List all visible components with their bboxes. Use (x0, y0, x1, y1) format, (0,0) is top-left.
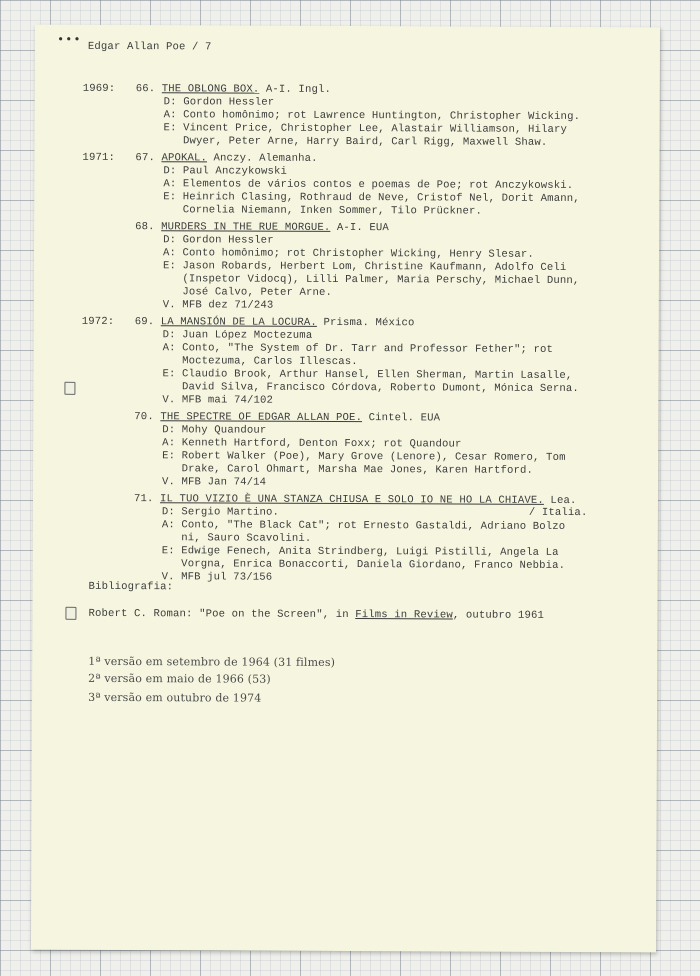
credit-line: A: Conto, "The System of Dr. Tarr and Professor Fether"; rot (162, 342, 554, 356)
page-header: Edgar Allan Poe / 7 (87, 40, 212, 54)
film-title: LA MANSIÓN DE LA LOCURA. (160, 316, 317, 329)
film-meta: Lea. (543, 494, 577, 508)
typewritten-page (31, 25, 660, 953)
film-meta: Cintel. EUA (362, 412, 441, 425)
entry-69-heading (135, 316, 415, 330)
credit-line: Drake, Carol Ohmart, Marsha Mae Jones, Karen Hartford. (162, 463, 534, 477)
credit-line: A: Conto homônimo; rot Christopher Wicking, Henry Slesar. (162, 247, 534, 261)
credit-line: A: Kenneth Hartford, Denton Foxx; rot Quandour (162, 437, 462, 451)
review-reference: V. MFB mai 74/102 (162, 394, 274, 407)
entry-number: 71. (133, 493, 154, 506)
credit-line: E: Vincent Price, Christopher Lee, Alastair Williamson, Hilary (163, 122, 568, 136)
credit-line: A: Conto homônimo; rot Lawrence Huntington, Christopher Wicking. (163, 109, 581, 124)
credit-line: David Silva, Francisco Córdova, Roberto Dumont, Mónica Serna. (162, 381, 579, 396)
film-meta: Anczy. Alemanha. (207, 152, 318, 165)
credit-line: E: Jason Robards, Herbert Lom, Christine Kaufmann, Adolfo Celi (162, 260, 567, 274)
credit-line: A: Elementos de vários contos e poemas de Poe; rot Anczykowski. (163, 178, 574, 192)
film-country: / Italia. (528, 506, 588, 520)
credit-line: Cornelia Niemann, Inken Sommer, Tilo Prückner. (163, 204, 483, 218)
credit-line: E: Heinrich Clasing, Rothraud de Neve, Cristof Nel, Dorit Amann, (163, 191, 580, 206)
credit-line: D: Sergio Martino. (161, 506, 280, 519)
version-note: 3ª versão em outubro de 1974 (88, 690, 262, 705)
margin-mark-icon (65, 607, 76, 620)
entry-number: 69. (134, 316, 155, 329)
review-reference: V. MFB dez 71/243 (162, 299, 274, 312)
bibliography-author-title: Robert C. Roman: "Poe on the Screen", in (88, 607, 356, 622)
credit-line: D: Paul Anczykowski (163, 165, 288, 178)
review-reference: V. MFB jul 73/156 (161, 571, 273, 584)
bibliography-label: Bibliografia: (88, 580, 174, 594)
credit-line: D: Gordon Hessler (163, 96, 275, 109)
year-1971: 1971: (82, 151, 116, 164)
version-note: 2ª versão em maio de 1966 (53) (88, 671, 271, 686)
bibliography-date: , outubro 1961 (452, 609, 545, 622)
film-meta: A-I. EUA (330, 221, 389, 235)
film-title: APOKAL. (161, 152, 208, 165)
bibliography-entry (88, 608, 544, 623)
bibliography-journal: Films in Review (355, 609, 453, 622)
film-title: THE SPECTRE OF EDGAR ALLAN POE. (160, 411, 363, 425)
credit-line: Vorgna, Enrica Bonaccorti, Daniela Giordano, Franco Nebbia. (161, 558, 566, 572)
ink-marks: ••• (56, 32, 82, 47)
credit-line: A: Conto, "The Black Cat"; rot Ernesto Gastaldi, Adriano Bolzo (161, 519, 566, 533)
credit-line: E: Claudio Brook, Arthur Hansel, Ellen Sherman, Martin Lasalle, (162, 368, 573, 382)
credit-line: E: Robert Walker (Poe), Mary Grove (Lenore), Cesar Romero, Tom (162, 450, 566, 464)
entry-70-heading (134, 411, 440, 425)
entry-number: 70. (134, 411, 154, 424)
film-meta: Prisma. México (316, 316, 415, 330)
entry-67-heading (135, 152, 317, 166)
credit-line: (Inspetor Vidocq), Lilli Palmer, Maria Perschy, Michael Dunn, (162, 273, 580, 288)
film-meta: A-I. Ingl. (259, 83, 332, 96)
credit-line: ni, Sauro Scavolini. (161, 532, 312, 545)
review-reference: V. MFB Jan 74/14 (161, 476, 267, 489)
film-title: THE OBLONG BOX. (161, 83, 260, 96)
credit-line: José Calvo, Peter Arne. (162, 286, 333, 299)
credit-line: D: Mohy Quandour (162, 424, 267, 437)
credit-line: Dwyer, Peter Arne, Harry Baird, Carl Rigg, Maxwell Shaw. (163, 135, 548, 149)
entry-66-heading (136, 83, 331, 97)
entry-68-heading (135, 221, 389, 235)
credit-line: E: Edwige Fenech, Anita Strindberg, Luigi Pistilli, Angela La (161, 545, 559, 559)
credit-line: D: Gordon Hessler (163, 234, 274, 247)
entry-number: 68. (135, 221, 155, 234)
margin-mark-icon (64, 382, 75, 395)
film-title: MURDERS IN THE RUE MORGUE. (161, 221, 331, 234)
version-note: 1ª versão em setembro de 1964 (31 filmes) (88, 654, 336, 669)
year-1969: 1969: (82, 82, 116, 95)
credit-line: Moctezuma, Carlos Illescas. (162, 355, 358, 369)
credit-line: D: Juan López Moctezuma (162, 329, 313, 342)
entry-number: 66. (135, 83, 156, 96)
year-1972: 1972: (81, 315, 115, 328)
entry-number: 67. (135, 152, 155, 165)
film-title: IL TUO VIZIO È UNA STANZA CHIUSA E SOLO IO NE HO LA CHIAVE. (159, 493, 544, 507)
